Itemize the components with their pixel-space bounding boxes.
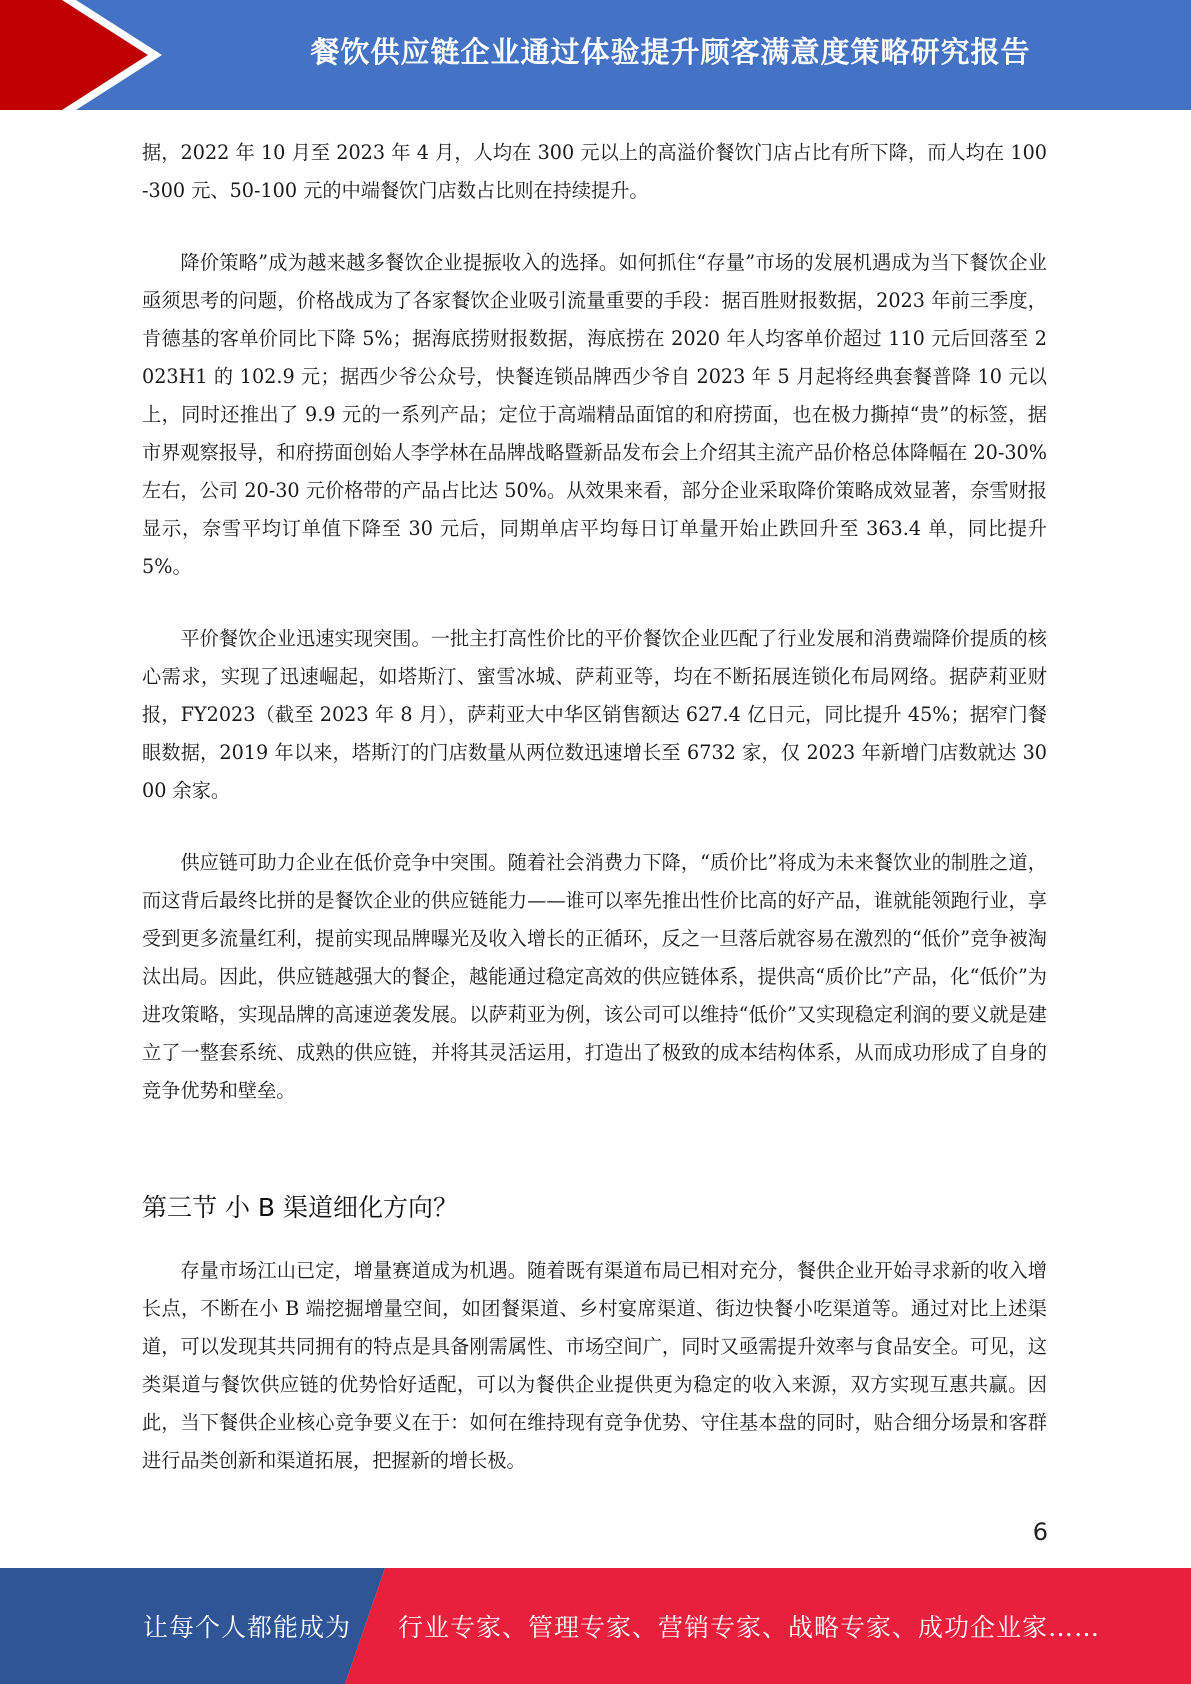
page-number: 6 [1032, 1518, 1048, 1546]
report-title: 餐饮供应链企业通过体验提升顾客满意度策略研究报告 [310, 34, 1031, 69]
paragraph-1: 据，2022 年 10 月至 2023 年 4 月，人均在 300 元以上的高溢价餐饮门店占比有所下降，而人均在 100-300 元、50-100 元的中端餐饮门店数占比则在持续提升。 [142, 141, 1047, 202]
footer-slogan-right: 行业专家、管理专家、营销专家、战略专家、成功企业家…… [398, 1613, 1101, 1642]
section-heading: 第三节 小 B 渠道细化方向？ [142, 1193, 458, 1222]
main-content [142, 134, 1047, 1514]
section-paragraph: 存量市场江山已定，增量赛道成为机遇。随着既有渠道布局已相对充分，餐供企业开始寻求新的收入增长点，不断在小 B 端挖掘增量空间，如团餐渠道、乡村宴席渠道、街边快餐小吃渠道等。通过对比上述渠道，可以发现其共同拥有的特点是具备刚需属性、市场空间广，同时又亟需提升效率与食品安全。可见，这类渠道与餐饮供应链的优势恰好适配，可以为餐供企业提供更为稳定的收入来源，双方实现互惠共赢。因此，当下餐供企业核心竞争要义在于：如何在维持现有竞争优势、守住基本盘的同时，贴合细分场景和客群进行品类创新和渠道拓展，把握新的增长极。 [142, 1259, 1047, 1472]
paragraph-4: 供应链可助力企业在低价竞争中突围。随着社会消费力下降，“质价比”将成为未来餐饮业的制胜之道，而这背后最终比拼的是餐饮企业的供应链能力——谁可以率先推出性价比高的好产品，谁就能领跑行业，享受到更多流量红利，提前实现品牌曝光及收入增长的正循环，反之一旦落后就容易在激烈的“低价”竞争被淘汰出局。因此，供应链越强大的餐企，越能通过稳定高效的供应链体系，提供高“质价比”产品，化“低价”为进攻策略，实现品牌的高速逆袭发展。以萨莉亚为例，该公司可以维持“低价”又实现稳定利润的要义就是建立了一整套系统、成熟的供应链，并将其灵活运用，打造出了极致的成本结构体系，从而成功形成了自身的竞争优势和壁垒。 [142, 851, 1047, 1102]
page-header [0, 0, 1191, 110]
footer-slogan-left: 让每个人都能成为 [143, 1613, 352, 1642]
paragraph-2: 降价策略”成为越来越多餐饮企业提振收入的选择。如何抓住“存量”市场的发展机遇成为当下餐饮企业亟须思考的问题，价格战成为了各家餐饮企业吸引流量重要的手段：据百胜财报数据，2023 年前三季度，肯德基的客单价同比下降 5%；据海底捞财报数据，海底捞在 2020 年人均客单价超过 110 元后回落至 2023H1 的 102.9 元；据西少爷公众号，快餐连锁品牌西少爷自 2023 年 5 月起将经典套餐普降 10 元以上，同时还推出了 9.9 元的一系列产品；定位于高端精品面馆的和府捞面，也在极力撕掉“贵”的标签，据市界观察报导，和府捞面创始人李学林在品牌战略暨新品发布会上介绍其主流产品价格总体降幅在 20-30%左右，公司 20-30 元价格带的产品占比达 50%。从效果来看，部分企业采取降价策略成效显著，奈雪财报显示，奈雪平均订单值下降至 30 元后，同期单店平均每日订单量开始止跌回升至 363.4 单，同比提升 5%。 [142, 251, 1047, 578]
page-footer [0, 1568, 1191, 1684]
paragraph-3: 平价餐饮企业迅速实现突围。一批主打高性价比的平价餐饮企业匹配了行业发展和消费端降价提质的核心需求，实现了迅速崛起，如塔斯汀、蜜雪冰城、萨莉亚等，均在不断拓展连锁化布局网络。据萨莉亚财报，FY2023（截至 2023 年 8 月），萨莉亚大中华区销售额达 627.4 亿日元，同比提升 45%；据窄门餐眼数据，2019 年以来，塔斯汀的门店数量从两位数迅速增长至 6732 家，仅 2023 年新增门店数就达 3000 余家。 [142, 627, 1047, 802]
